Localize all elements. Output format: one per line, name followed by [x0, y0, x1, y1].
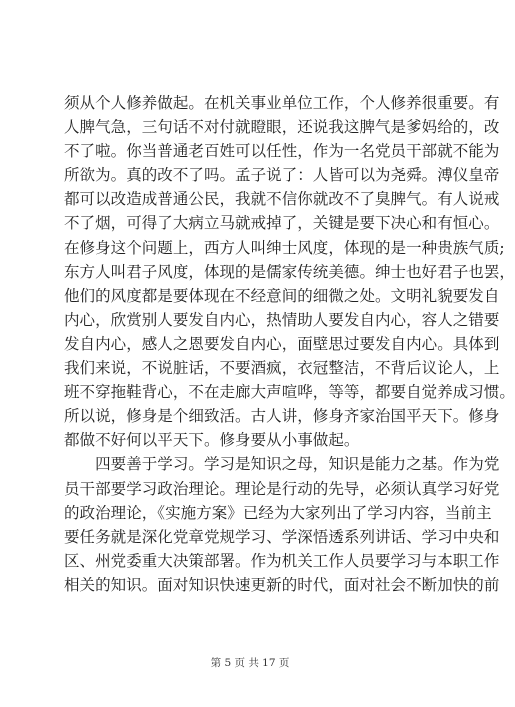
text-line: 东方人叫君子风度，体现的是儒家传统美德。绅士也好君子也罢， — [64, 262, 515, 281]
text-line: 发自内心，感人之恩要发自内心，面壁思过要发自内心。具体到 — [64, 334, 500, 353]
text-line: 的政治理论，《实施方案》已经为大家列出了学习内容，当前主 — [64, 503, 492, 522]
text-line: 须从个人修养做起。在机关事业单位工作，个人修养很重要。有 — [64, 94, 500, 112]
text-line: 在修身这个问题上，西方人叫绅士风度，体现的是一种贵族气质; — [64, 238, 505, 257]
text-line: 要任务就是深化党章党规学习、学深悟透系列讲话、学习中央和 — [64, 527, 500, 546]
text-line: 都做不好何以平天下。修身要从小事做起。 — [64, 431, 360, 450]
page-footer — [0, 655, 500, 670]
page-number: 第 5 页 共 17 页 — [210, 657, 290, 669]
text-line: 不了烟，可得了大病立马就戒掉了，关键是要下决心和有恒心。 — [64, 214, 500, 233]
text-line: 员干部要学习政治理论。理论是行动的先导，必须认真学习好党 — [64, 479, 500, 498]
text-line: 人脾气急，三句话不对付就瞪眼，还说我这脾气是爹妈给的，改 — [64, 118, 500, 137]
text-line: 都可以改造成普通公民，我就不信你就改不了臭脾气。有人说戒 — [64, 190, 500, 209]
text-line: 班不穿拖鞋背心，不在走廊大声喧哗，等等，都要自觉养成习惯。 — [64, 383, 515, 402]
text-line: 区、州党委重大决策部署。作为机关工作人员要学习与本职工作 — [64, 551, 500, 570]
text-line: 内心，欣赏别人要发自内心，热情助人要发自内心，容人之错要 — [64, 310, 500, 329]
text-line: 他们的风度都是要体现在不经意间的细微之处。文明礼貌要发自 — [64, 286, 500, 305]
text-line: 相关的知识。面对知识快速更新的时代，面对社会不断加快的前 — [64, 575, 500, 594]
body-text — [64, 91, 515, 597]
text-line: 四要善于学习。学习是知识之母，知识是能力之基。作为党 — [64, 455, 500, 474]
text-line: 我们来说，不说脏话，不要酒疯，衣冠整洁，不背后议论人，上 — [64, 359, 500, 378]
text-line: 所欲为。真的改不了吗。孟子说了：人皆可以为尧舜。溥仪皇帝 — [64, 166, 500, 185]
text-line: 不了啦。你当普通老百姓可以任性，作为一名党员干部就不能为 — [64, 142, 500, 161]
text-line: 所以说，修身是个细致活。古人讲，修身齐家治国平天下。修身 — [64, 407, 500, 426]
